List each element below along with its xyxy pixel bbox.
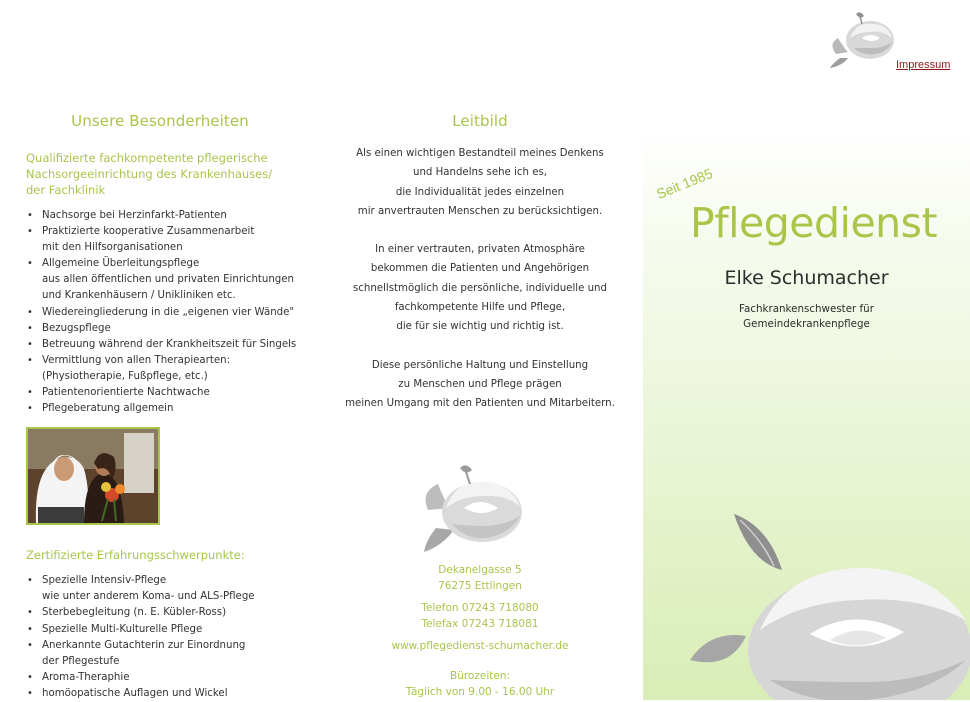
certified-experience-subheading: Zertifizierte Erfahrungsschwerpunkte: [26, 548, 245, 563]
address-street: Dekanelgasse 5 [438, 564, 522, 576]
address-city: 76275 Ettlingen [438, 580, 522, 592]
list-item: • Wiedereingliederung in die „eigenen vier Wände" [26, 305, 326, 321]
list-item: • Bezugspflege [26, 321, 326, 337]
list-item: • Nachsorge bei Herzinfarkt-Patienten [26, 208, 326, 224]
list-item: • Pflegeberatung allgemein [26, 401, 326, 417]
photo-image [28, 429, 158, 523]
list-item: • Betreuung während der Krankheitszeit für Singels [26, 337, 326, 353]
mission-paragraph: Als einen wichtigen Bestandteil meines Denkens und Handelns sehe ich es, die Individualität jedes einzelnen mir anvertrauten Menschen zu berücksichtigen. [356, 148, 604, 217]
mission-heading: Leitbild [452, 112, 508, 130]
list-item: • Sterbebegleitung (n. E. Kübler-Ross) [26, 605, 326, 621]
fax-number: Telefax 07243 718081 [421, 618, 539, 630]
qualification-subheading: Qualifizierte fachkompetente pflegerische Nachsorgeeinrichtung des Krankenhauses/ der Fachklinik [26, 151, 273, 197]
list-item: • Praktizierte kooperative Zusammenarbeit mit den Hilfsorganisationen [26, 224, 326, 256]
large-rose-icon [690, 510, 970, 700]
office-hours-label: Bürozeiten: [449, 670, 511, 682]
list-item: • Anerkannte Gutachterin zur Einordnung der Pflegestufe [26, 638, 326, 670]
mission-statement-section [340, 112, 620, 433]
special-features-heading: Unsere Besonderheiten [71, 112, 249, 130]
rose-icon [420, 462, 528, 558]
impressum-link[interactable]: Impressum [896, 59, 951, 71]
special-features-section [26, 112, 326, 702]
list-item: • Vermittlung von allen Therapiearten: (Physiotherapie, Fußpflege, etc.) [26, 353, 326, 385]
list-item: • Allgemeine Überleitungspflege aus allen öffentlichen und privaten Einrichtungen und Krankenhäusern / Unikliniken etc. [26, 256, 326, 304]
rose-logo-icon [826, 8, 898, 70]
phone-number: Telefon 07243 718080 [421, 602, 539, 614]
mission-paragraph: Diese persönliche Haltung und Einstellung zu Menschen und Pflege prägen meinen Umgang mit den Patienten und Mitarbeitern. [345, 359, 615, 410]
website-url: www.pflegedienst-schumacher.de [391, 640, 569, 652]
list-item: • Spezielle Multi-Kulturelle Pflege [26, 622, 326, 638]
experience-list [26, 573, 326, 702]
list-item: • homöopatische Auflagen und Wickel [26, 686, 326, 702]
features-list [26, 208, 326, 417]
owner-title: Fachkrankenschwester für Gemeindekrankenpflege [739, 303, 874, 330]
since-label: Seit 1985 [654, 164, 715, 202]
list-item: • Patientenorientierte Nachtwache [26, 385, 326, 401]
brand-title: Pflegedienst [690, 199, 938, 247]
list-item: • Aroma-Theraphie [26, 670, 326, 686]
list-item: • Spezielle Intensiv-Pflege wie unter anderem Koma- und ALS-Pflege [26, 573, 326, 605]
mission-paragraph: In einer vertrauten, privaten Atmosphäre bekommen die Patienten und Angehörigen schnellstmöglich die persönliche, individuelle und fachkompetente Hilfe und Pflege, die für sie wichtig und richtig ist. [352, 244, 607, 333]
office-hours: Täglich von 9.00 - 16.00 Uhr [405, 686, 555, 698]
owner-name: Elke Schumacher [724, 267, 889, 289]
contact-block [340, 562, 620, 700]
caregiver-patient-photo [26, 427, 160, 525]
